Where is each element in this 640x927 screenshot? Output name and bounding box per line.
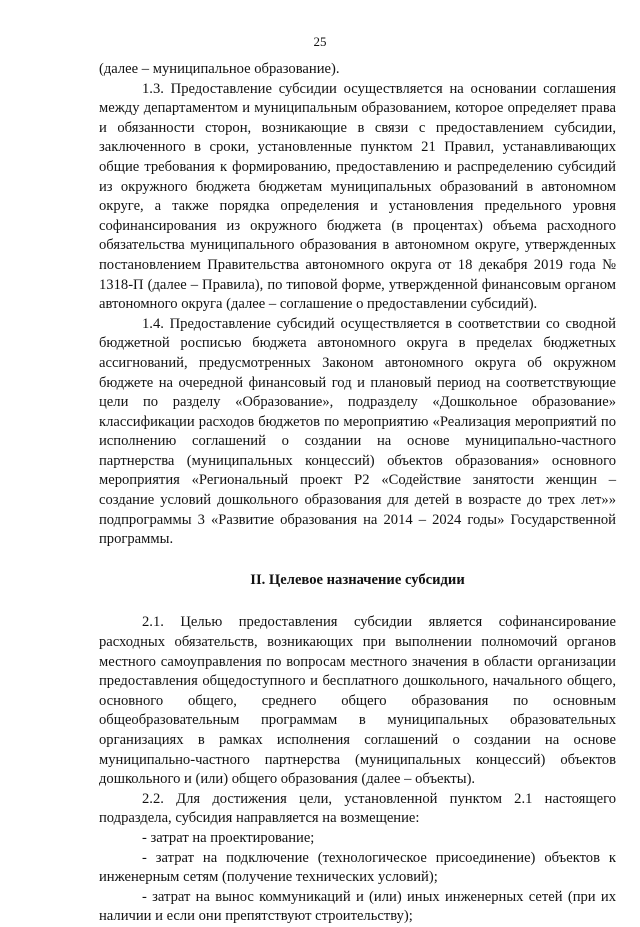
paragraph-continuation: (далее – муниципальное образование). [99,61,340,77]
section-heading: II. Целевое назначение субсидии [250,571,465,588]
list-item: - затрат на проектирование; [142,829,315,846]
list-item: - затрат на вынос коммуникаций и (или) иных инженерных сетей (при их наличии и если они препятствуют строительству); [99,888,616,925]
page-number: 25 [313,34,327,49]
paragraph-2-2: 2.2. Для достижения цели, установленной пунктом 2.1 настоящего подраздела, субсидия направляется на возмещение: [99,790,616,827]
paragraph-1-3: 1.3. Предоставление субсидии осуществляется на основании соглашения между департаментом и муниципальным образованием, которое определяет права и обязанности сторон, возникающие в связи с предоставлением субсидии, заключенного в сроки, установленные пунктом 21 Правил, устанавливающих общие требования к формированию, предоставлению и распределению субсидий из окружного бюджета бюджетам муниципальных образований в автономном округе, а также порядка определения и установления предельного уровня софинансирования из окружного бюджета (в процентах) объема расходного обязательства муниципального образования в автономном округе, утвержденных постановлением Правительства автономного округа от 18 декабря 2019 года № 1318-П (далее – Правила), по типовой форме, утвержденной финансовым органом автономного округа (далее – соглашение о предоставлении субсидий). [99,80,616,313]
document-body [99,60,616,927]
paragraph-1-4: 1.4. Предоставление субсидий осуществляется в соответствии со сводной бюджетной росписью бюджета автономного округа в пределах бюджетных ассигнований, предусмотренных Законом автономного округа об окружном бюджете на очередной финансовый год и плановый период на соответствующие цели по разделу «Образование», подразделу «Дошкольное образование» классификации расходов бюджетов по мероприятию «Реализация мероприятий по исполнению соглашений о создании на основе муниципально-частного партнерства (муниципальных концессий) объектов образования» основного мероприятия «Региональный проект Р2 «Содействие занятости женщин – создание условий дошкольного образования для детей в возрасте до трех лет»» подпрограммы 3 «Развитие образования на 2014 – 2024 годы» Государственной программы. [99,315,616,548]
paragraph-2-1: 2.1. Целью предоставления субсидии является софинансирование расходных обязательств, возникающих при выполнении полномочий органов местного самоуправления по вопросам местного значения в области организации предоставления общедоступного и бесплатного дошкольного, начального общего, основного общего, среднего общего образования по основным общеобразовательным программам в муниципальных образовательных организациях в рамках исполнения соглашений о создании на основе муниципально-частного партнерства (муниципальных концессий) объектов дошкольного и (или) общего образования (далее – объекты). [99,614,616,788]
list-item: - затрат на подключение (технологическое присоединение) объектов к инженерным сетям (получение технических условий); [99,849,616,886]
